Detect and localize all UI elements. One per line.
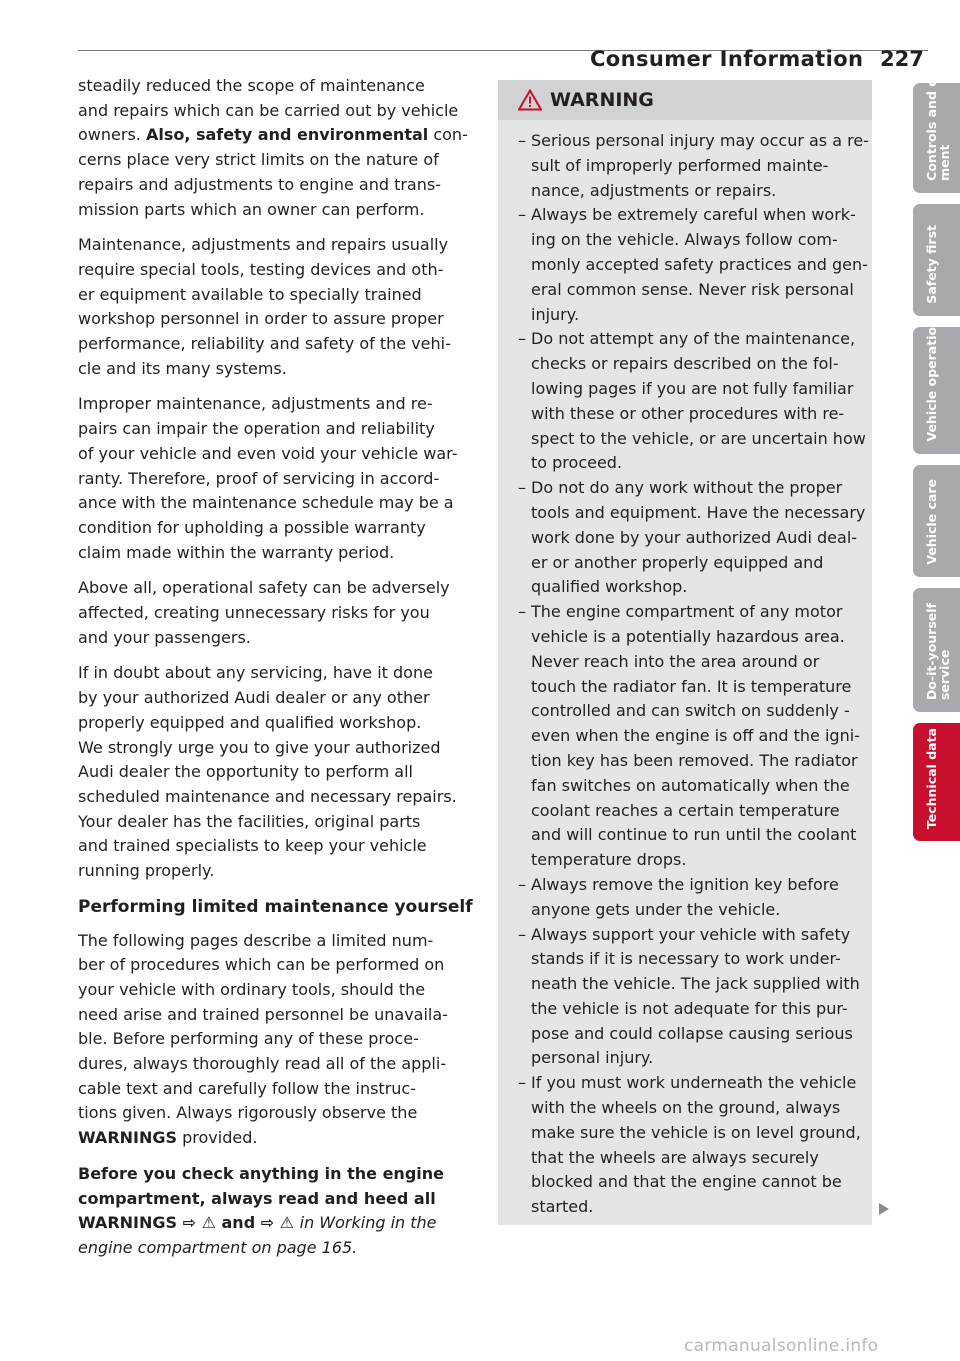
tab-label: Technical data <box>924 727 939 829</box>
tab-label: Controls and equip- ment <box>924 42 952 181</box>
section-heading: Performing limited maintenance yourself <box>78 896 473 917</box>
page-number: 227 <box>880 47 924 71</box>
tab-controls-and-equipment[interactable] <box>913 42 960 193</box>
warning-box <box>498 80 872 1225</box>
bullet-dash: – <box>518 1073 526 1093</box>
reference-arrow-icon[interactable]: ⇨ <box>182 1213 196 1233</box>
paragraph-limited-procedures: The following pages describe a limited num- ber of procedures which can be performed on your vehicle with ordinary tools, should the need arise and trained personnel be unavaila- ble. Before performing any of these proce- dures, always thoroughly read all of the appli- cable text and carefully follow the instruc- tions given. Always rigorously observe the WARNINGS provided. <box>78 930 448 1148</box>
warning-triangle-icon <box>518 89 542 111</box>
bullet-dash: – <box>518 602 526 622</box>
warning-item: – The engine compartment of any motor vehicle is a potentially hazardous area. Never reach into the area around or touch the radiator fan. It is temperature controlled and can switch on suddenly - even when the engine is off and the igni- tion key has been removed. The radiator fan switches on automatically when the coolant reaches a certain temperature and will continue to run until the coolant temperature drops. <box>518 602 860 870</box>
paragraph-authorized-dealer: If in doubt about any servicing, have it done by your authorized Audi dealer or any other properly equipped and qualified workshop. We strongly urge you to give your authorized Audi dealer the opportunity to perform all scheduled maintenance and necessary repairs. Your dealer has the facilities, original parts and trained specialists to keep your vehicle running properly. <box>78 663 457 881</box>
bullet-dash: – <box>518 924 526 944</box>
tab-safety-first[interactable] <box>913 204 960 316</box>
warning-item: – If you must work underneath the vehicle with the wheels on the ground, always make sure the vehicle is on level ground, that the wheels are always securely blocked and that the engine cannot be started. <box>518 1073 861 1217</box>
paragraph-check-engine-compartment: Before you check anything in the engine compartment, always read and heed all WARNINGS ⇨ ⚠ and ⇨ ⚠ in Working in the engine compartment on page 165. <box>78 1163 444 1257</box>
tab-vehicle-operation[interactable] <box>913 318 960 454</box>
warning-title: WARNING <box>550 89 654 111</box>
bullet-dash: – <box>518 329 526 349</box>
reference-arrow-icon[interactable]: ⇨ <box>260 1213 275 1233</box>
bullet-dash: – <box>518 131 526 150</box>
paragraph-intro: steadily reduced the scope of maintenance and repairs which can be carried out by vehicle owners. Also, safety and environmental con- cerns place very strict limits on the nature of repairs and adjustments to engine and trans- mission parts which an owner can perform. <box>78 76 468 219</box>
warning-item: – Always support your vehicle with safety stands if it is necessary to work under- neath the vehicle. The jack supplied with the vehicle is not adequate for this pur- pose and could collapse causing serious personal injury. <box>518 924 860 1068</box>
watermark: carmanualsonline.info <box>684 1336 879 1356</box>
warning-header <box>498 80 872 120</box>
warning-list <box>498 120 872 1220</box>
left-column <box>78 74 473 1272</box>
section-title: Consumer Information <box>590 47 864 71</box>
warning-item: – Do not attempt any of the maintenance, checks or repairs described on the fol- lowing pages if you are not fully familiar with these or other procedures with re- spect to the vehicle, or are uncertain how to proceed. <box>518 329 866 473</box>
warning-triangle-icon: ⚠ <box>279 1213 295 1233</box>
tab-vehicle-care[interactable] <box>913 465 960 577</box>
bullet-dash: – <box>518 478 526 498</box>
paragraph-operational-safety: Above all, operational safety can be adversely affected, creating unnecessary risks for you and your passengers. <box>78 578 450 647</box>
tab-label: Do-it-yourself service <box>924 602 952 700</box>
cross-reference-link[interactable]: in Working in the <box>299 1213 437 1233</box>
warning-item: – Always remove the ignition key before anyone gets under the vehicle. <box>518 874 839 919</box>
tab-label: Vehicle care <box>924 479 939 565</box>
warning-item: – Serious personal injury may occur as a re- sult of improperly performed mainte- nance, adjustments or repairs. <box>518 131 869 200</box>
tab-do-it-yourself-service[interactable] <box>913 588 960 712</box>
warning-item: – Always be extremely careful when work- ing on the vehicle. Always follow com- monly accepted safety practices and gen- eral common sense. Never risk personal injury. <box>518 205 868 324</box>
tab-label: Vehicle operation <box>924 318 939 442</box>
bullet-dash: – <box>518 874 526 894</box>
warning-item: – Do not do any work without the proper tools and equipment. Have the necessary work done by your authorized Audi deal- er or another properly equipped and qualified workshop. <box>518 478 866 597</box>
bullet-dash: – <box>518 205 526 225</box>
cross-reference-link[interactable]: engine compartment on page 165. <box>78 1237 358 1257</box>
paragraph-improper-maintenance: Improper maintenance, adjustments and re- pairs can impair the operation and reliability of your vehicle and even void your vehicle war- ranty. Therefore, proof of servicing in accord- ance with the maintenance schedule may be a condition for upholding a possible warranty claim made within the warranty period. <box>78 394 458 562</box>
continue-arrow-icon <box>879 1203 889 1215</box>
warning-triangle-icon: ⚠ <box>201 1213 216 1233</box>
tab-technical-data[interactable] <box>913 723 960 841</box>
paragraph-special-tools: Maintenance, adjustments and repairs usually require special tools, testing devices and oth- er equipment available to specially trained workshop personnel in order to assure proper performance, reliability and safety of the vehi- cle and its many systems. <box>78 235 451 378</box>
tab-label: Safety first <box>924 225 939 304</box>
